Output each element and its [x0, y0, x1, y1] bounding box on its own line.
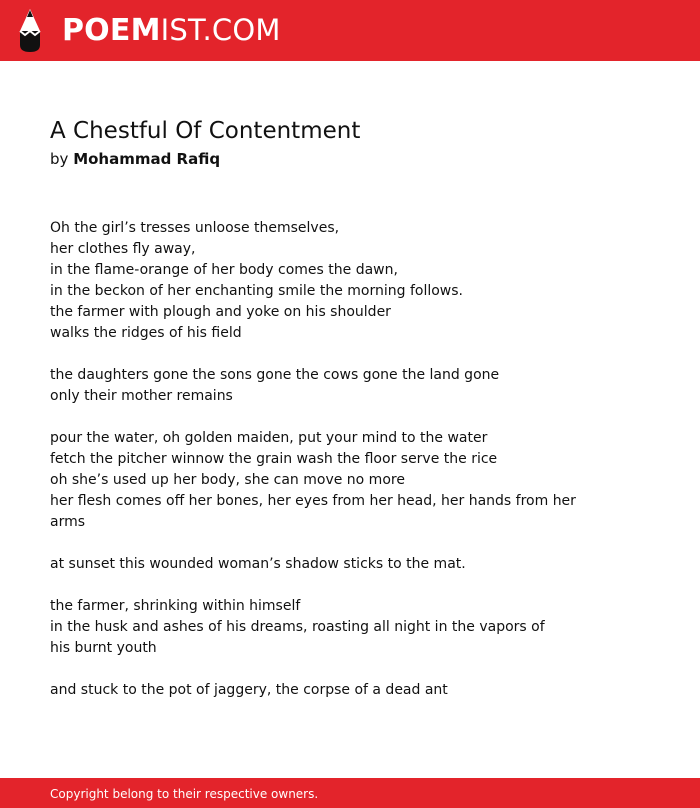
stanza-break	[50, 659, 590, 680]
poem-body	[50, 218, 590, 701]
site-logo[interactable]	[62, 12, 281, 49]
poem-line: and stuck to the pot of jaggery, the corpse of a dead ant	[50, 682, 448, 698]
stanza-break	[50, 533, 590, 554]
poem-line: oh she’s used up her body, she can move no more	[50, 472, 405, 488]
poem-byline	[50, 148, 220, 170]
poem-line: at sunset this wounded woman’s shadow sticks to the mat.	[50, 556, 466, 572]
stanza-break	[50, 407, 590, 428]
poem-line: pour the water, oh golden maiden, put your mind to the water	[50, 430, 488, 446]
poem-line: her flesh comes off her bones, her eyes from her head, her hands from her	[50, 493, 576, 509]
poem-line: the farmer, shrinking within himself	[50, 598, 301, 614]
poem-line: his burnt youth	[50, 640, 157, 656]
site-header	[0, 0, 700, 61]
poem-line: her clothes fly away,	[50, 241, 196, 257]
logo-bold-text: POEM	[62, 13, 161, 48]
poem-line: the daughters gone the sons gone the cows gone the land gone	[50, 367, 500, 383]
site-footer	[0, 778, 700, 808]
poem-line: the farmer with plough and yoke on his shoulder	[50, 304, 391, 320]
byline-prefix: by	[50, 150, 69, 168]
logo-light-text: IST.COM	[160, 13, 281, 47]
poem-line: arms	[50, 514, 86, 530]
stanza-break	[50, 344, 590, 365]
poem-line: only their mother remains	[50, 388, 233, 404]
stanza-break	[50, 575, 590, 596]
poem-line: walks the ridges of his field	[50, 325, 242, 341]
poem-line: in the beckon of her enchanting smile the morning follows.	[50, 283, 463, 299]
poem-line: Oh the girl’s tresses unloose themselves,	[50, 220, 340, 236]
poem-line: fetch the pitcher winnow the grain wash the floor serve the rice	[50, 451, 498, 467]
poem-author: Mohammad Rafiq	[73, 150, 221, 168]
poem-line: in the husk and ashes of his dreams, roasting all night in the vapors of	[50, 619, 545, 635]
pencil-tip-icon[interactable]	[16, 9, 44, 52]
poem-line: in the flame-orange of her body comes the dawn,	[50, 262, 398, 278]
copyright-notice: Copyright belong to their respective owners.	[50, 787, 319, 801]
poem-title: A Chestful Of Contentment	[50, 118, 361, 144]
